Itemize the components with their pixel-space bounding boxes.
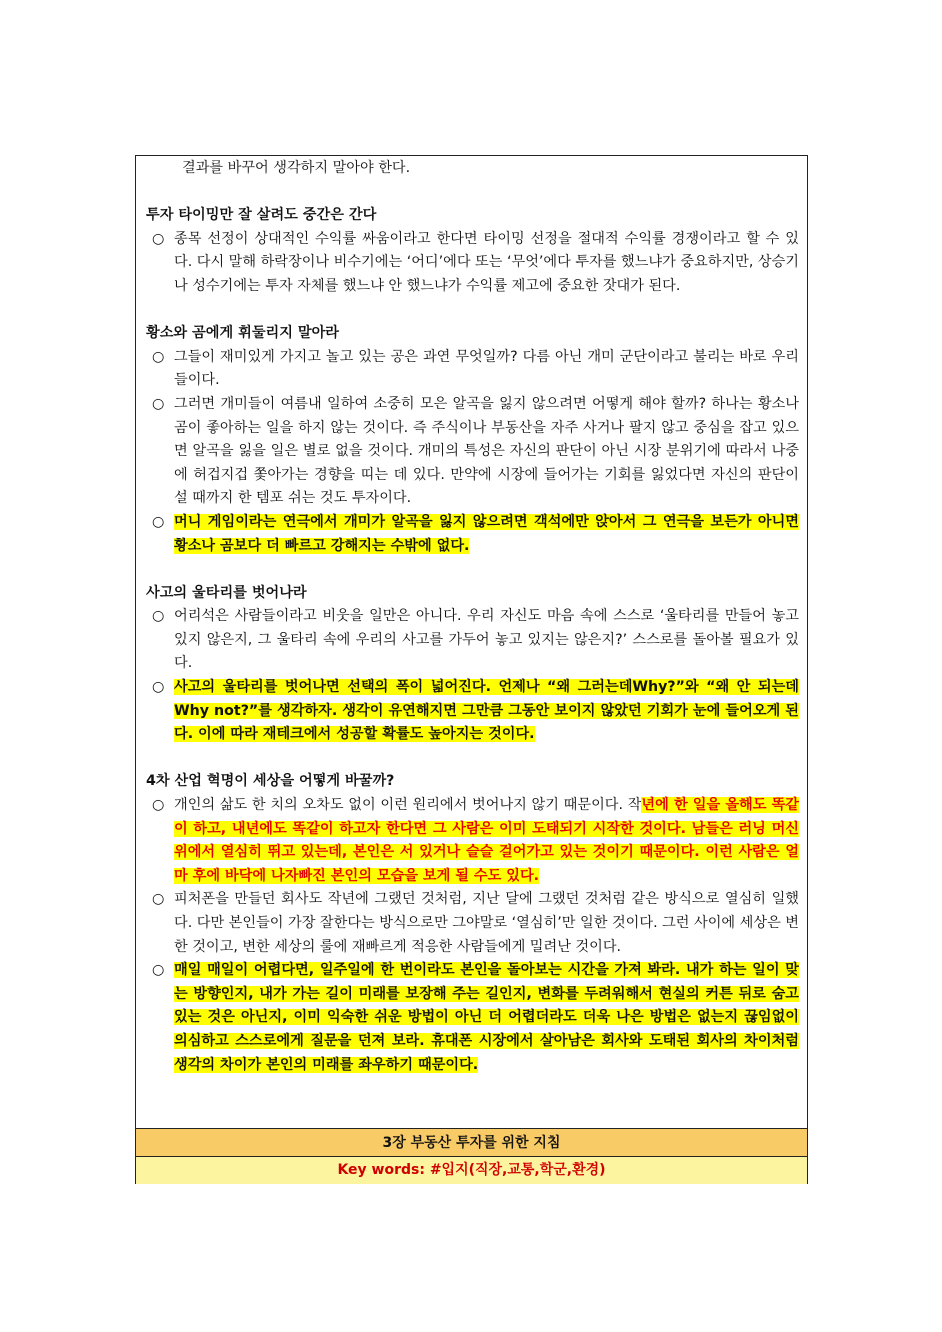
circle-bullet-icon: ○ <box>152 679 165 696</box>
highlighted-text: 사고의 울타리를 벗어나면 선택의 폭이 넓어진다. 언제나 “왜 그러는데Why?”와 “왜 안 되는데Why not?”를 생각하자. 생각이 유연해지면 그만큼 그동안 보이지 않았던 기회가 눈에 들어오게 된다. 이에 따라 재테크에서 성공할 확률도 높아지는 것이다. <box>174 679 799 743</box>
sections-container <box>144 204 799 1077</box>
keywords-bar: Key words: #입지(직장,교통,학군,환경) <box>136 1157 807 1184</box>
section-heading: 사고의 울타리를 벗어나라 <box>146 584 307 601</box>
item-text: 그러면 개미들이 여름내 일하여 소중히 모은 알곡을 잃지 않으려면 어떻게 해야 할까? 하나는 황소나 곰이 좋아하는 일을 하지 않는 것이다. 즉 주식이나 부동산을 자주 사거나 팔지 않고 중심을 잡고 있으면 알곡을 잃을 일은 별로 없을 것이다. 개미의 특성은 자신의 판단이 아닌 시장 분위기에 따라서 나중에 허겁지겁 쫓아가는 경향을 띠는 데 있다. 만약에 시장에 들어가는 기회를 잃었다면 자신의 판단이 설 때까지 한 템포 쉬는 것도 투자이다. <box>174 395 799 507</box>
section-heading: 투자 타이밍만 잘 살려도 중간은 간다 <box>146 207 377 224</box>
continuation-line: 결과를 바꾸어 생각하지 말아야 한다. <box>182 160 411 176</box>
circle-bullet-icon: ○ <box>152 348 165 365</box>
bullet-item <box>144 228 799 299</box>
bullet-item <box>144 511 799 558</box>
circle-bullet-icon: ○ <box>152 962 165 979</box>
circle-bullet-icon: ○ <box>152 395 165 412</box>
item-text: 개인의 삶도 한 치의 오차도 없이 이런 원리에서 벗어나지 않기 때문이다. 작 <box>174 797 642 814</box>
item-text: 피처폰을 만들던 회사도 작년에 그랬던 것처럼, 지난 달에 그랬던 것처럼 같은 방식으로 열심히 일했다. 다만 본인들이 가장 잘한다는 방식으로만 그야말로 ‘열심히’만 일한 것이다. 그런 사이에 세상은 변한 것이고, 변한 세상의 룰에 재빠르게 적응한 사람들에게 밀려난 것이다. <box>174 891 799 955</box>
item-text: 어리석은 사람들이라고 비웃을 일만은 아니다. 우리 자신도 마음 속에 스스로 ‘울타리를 만들어 놓고 있지 않은지, 그 울타리 속에 우리의 사고를 가두어 놓고 있지는 않은지?’ 스스로를 돌아볼 필요가 있다. <box>174 608 799 672</box>
circle-bullet-icon: ○ <box>152 891 165 908</box>
chapter-title-bar: 3장 부동산 투자를 위한 지침 <box>136 1128 807 1157</box>
document-body <box>136 156 807 1077</box>
section-heading: 4차 산업 혁명이 세상을 어떻게 바꿀까? <box>146 773 395 790</box>
circle-bullet-icon: ○ <box>152 230 165 247</box>
bullet-item <box>144 794 799 888</box>
circle-bullet-icon: ○ <box>152 797 165 814</box>
circle-bullet-icon: ○ <box>152 608 165 625</box>
section-heading: 황소와 곰에게 휘둘리지 말아라 <box>146 325 339 342</box>
bullet-item <box>144 346 799 393</box>
document-frame <box>135 155 808 1184</box>
bullet-item <box>144 676 799 747</box>
highlighted-text: 매일 매일이 어렵다면, 일주일에 한 번이라도 본인을 돌아보는 시간을 가져 봐라. 내가 하는 일이 맞는 방향인지, 내가 가는 길이 미래를 보장해 주는 길인지, 변화를 두려워해서 현실의 커튼 뒤로 숨고 있는 것은 아닌지, 이미 익숙한 쉬운 방법이 아닌 더 어렵더라도 더욱 나은 방법은 없는지 끊임없이 의심하고 스스로에게 질문을 던져 보라. 휴대폰 시장에서 살아남은 회사와 도태된 회사의 차이처럼 생각의 차이가 본인의 미래를 좌우하기 때문이다. <box>174 962 799 1073</box>
item-text: 종목 선정이 상대적인 수익률 싸움이라고 한다면 타이밍 선정을 절대적 수익률 경쟁이라고 할 수 있다. 다시 말해 하락장이나 비수기에는 ‘어디’에다 또는 ‘무엇’에다 투자를 했느냐가 중요하지만, 상승기나 성수기에는 투자 자체를 했느냐 안 했느냐가 수익률 제고에 중요한 잣대가 된다. <box>174 230 799 294</box>
bullet-item <box>144 605 799 676</box>
bullet-item <box>144 959 799 1077</box>
highlighted-text: 년에 한 일을 올해도 똑같이 하고, 내년에도 똑같이 하고자 한다면 그 사람은 이미 도태되기 시작한 것이다. 남들은 러닝 머신 위에서 열심히 뛰고 있는데, 본인은 서 있거나 슬슬 걸어가고 있는 것이기 때문이다. 이런 사람은 얼마 후에 바닥에 나자빠진 본인의 모습을 보게 될 수도 있다. <box>174 797 799 884</box>
highlighted-text: 머니 게임이라는 연극에서 개미가 알곡을 잃지 않으려면 객석에만 앉아서 그 연극을 보든가 아니면 황소나 곰보다 더 빠르고 강해지는 수밖에 없다. <box>174 513 799 554</box>
circle-bullet-icon: ○ <box>152 513 165 530</box>
bullet-item <box>144 393 799 511</box>
item-text: 그들이 재미있게 가지고 놀고 있는 공은 과연 무엇일까? 다름 아닌 개미 군단이라고 불리는 바로 우리들이다. <box>174 348 799 389</box>
bullet-item <box>144 888 799 959</box>
